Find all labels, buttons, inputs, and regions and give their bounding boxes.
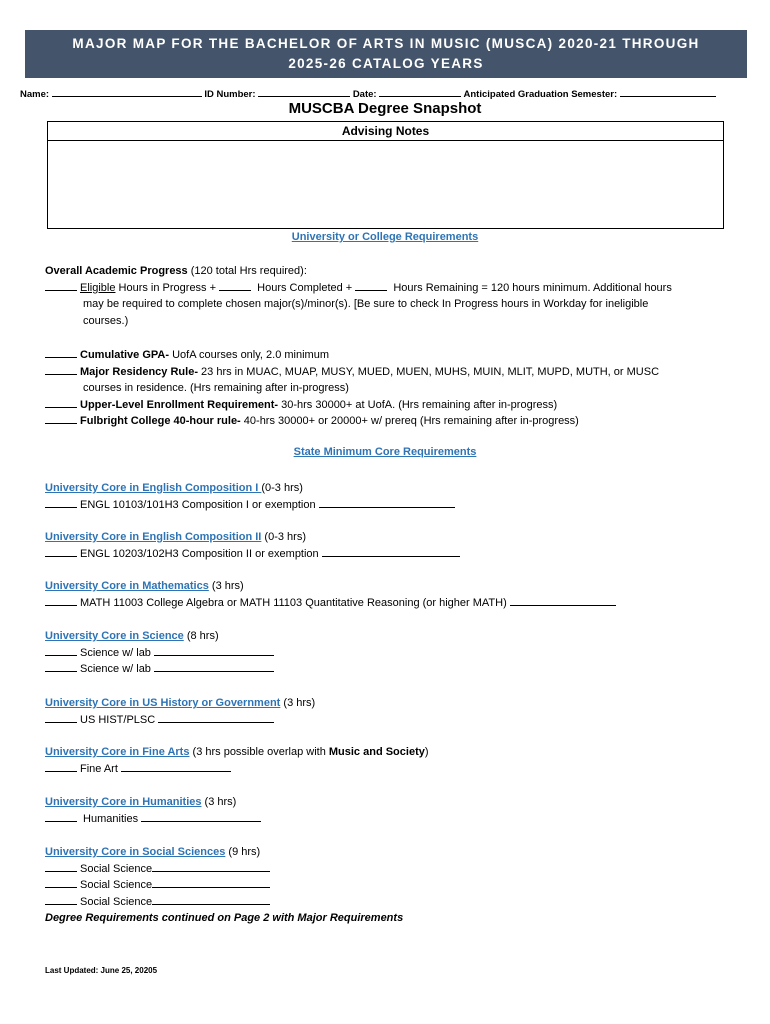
core-fine-arts-hrs: (3 hrs possible overlap with xyxy=(189,746,329,758)
blank-line[interactable] xyxy=(45,413,77,424)
blank-line[interactable] xyxy=(510,596,616,606)
core-history-item: US HIST/PLSC xyxy=(80,713,159,726)
blank-line[interactable] xyxy=(45,877,77,888)
state-core-link[interactable]: State Minimum Core Requirements xyxy=(293,446,477,458)
blank-line[interactable] xyxy=(152,895,270,905)
hours-in-progress-text: Hours in Progress + xyxy=(115,281,220,294)
core-eng2-link[interactable]: University Core in English Composition II xyxy=(45,531,262,543)
blank-line[interactable] xyxy=(45,364,77,375)
blank-line[interactable] xyxy=(355,280,387,291)
continued-note: Degree Requirements continued on Page 2 with Major Requirements xyxy=(45,912,404,924)
core-eng2 xyxy=(45,529,745,562)
core-social-item-3: Social Science xyxy=(80,895,153,908)
blank-line[interactable] xyxy=(158,713,274,723)
blank-line[interactable] xyxy=(141,812,261,822)
core-humanities xyxy=(45,794,745,827)
date-field[interactable] xyxy=(379,87,461,97)
core-social-sciences-hrs: (9 hrs) xyxy=(225,846,261,858)
id-label: ID Number: xyxy=(204,89,256,100)
overall-title: Overall Academic Progress xyxy=(45,265,188,277)
blank-line[interactable] xyxy=(121,762,231,772)
blank-line[interactable] xyxy=(45,712,77,723)
blank-line[interactable] xyxy=(219,280,251,291)
blank-line[interactable] xyxy=(45,397,77,408)
overall-line-2: may be required to complete chosen major(s)/minor(s). [Be sure to check In Progress hours in Workday for ineligible xyxy=(83,298,649,310)
hours-remaining-text: Hours Remaining = 120 hours minimum. Additional hours xyxy=(390,281,672,294)
blank-line[interactable] xyxy=(154,646,274,656)
eligible-label: Eligible xyxy=(80,281,116,294)
blank-line[interactable] xyxy=(152,862,270,872)
core-fine-arts-hrs-end: ) xyxy=(424,746,429,758)
overall-title-rest: (120 total Hrs required): xyxy=(187,265,307,277)
core-humanities-item: Humanities xyxy=(80,812,142,825)
music-and-society-text: Music and Society xyxy=(328,746,425,758)
grad-field[interactable] xyxy=(620,87,716,97)
banner-line-1: MAJOR MAP FOR THE BACHELOR OF ARTS IN MUSIC (MUSCA) 2020-21 THROUGH xyxy=(72,36,700,51)
core-history xyxy=(45,695,745,728)
blank-line[interactable] xyxy=(319,498,455,508)
core-social-sciences xyxy=(45,844,745,927)
snapshot-title: MUSCBA Degree Snapshot xyxy=(288,100,482,117)
core-social-item-1: Social Science xyxy=(80,862,153,875)
core-eng1-item: ENGL 10103/101H3 Composition I or exemption xyxy=(80,498,319,511)
gpa-label: Cumulative GPA- xyxy=(80,349,170,361)
blank-line[interactable] xyxy=(45,894,77,905)
name-field[interactable] xyxy=(52,87,202,97)
blank-line[interactable] xyxy=(45,497,77,508)
core-eng2-item: ENGL 10203/102H3 Composition II or exemption xyxy=(80,547,322,560)
core-fine-arts xyxy=(45,744,745,777)
core-science-item-2: Science w/ lab xyxy=(80,663,154,675)
date-label: Date: xyxy=(352,89,377,100)
name-label: Name: xyxy=(20,89,50,100)
core-science-hrs: (8 hrs) xyxy=(183,630,219,642)
blank-line[interactable] xyxy=(45,645,77,656)
gpa-text: UofA courses only, 2.0 minimum xyxy=(169,349,329,361)
blank-line[interactable] xyxy=(152,878,270,888)
advising-notes-area[interactable] xyxy=(48,141,723,228)
core-science-item-1: Science w/ lab xyxy=(80,646,154,659)
advising-notes-box xyxy=(47,121,724,229)
core-humanities-link[interactable]: University Core in Humanities xyxy=(45,796,202,808)
blank-line[interactable] xyxy=(45,861,77,872)
overall-progress-section xyxy=(45,263,745,329)
core-math-item: MATH 11003 College Algebra or MATH 11103 Quantitative Reasoning (or higher MATH) xyxy=(80,596,510,609)
residency-text: 23 hrs in MUAC, MUAP, MUSY, MUED, MUEN, MUHS, MUIN, MLIT, MUPD, MUTH, or MUSC xyxy=(197,365,660,378)
university-requirements-link[interactable]: University or College Requirements xyxy=(291,231,479,243)
student-info-line xyxy=(20,87,750,100)
core-history-hrs: (3 hrs) xyxy=(280,697,316,709)
upper-level-label: Upper-Level Enrollment Requirement- xyxy=(80,398,279,411)
advising-notes-title: Advising Notes xyxy=(48,122,723,141)
core-social-sciences-link[interactable]: University Core in Social Sciences xyxy=(45,846,226,858)
rules-section xyxy=(45,347,745,430)
blank-line[interactable] xyxy=(45,347,77,358)
fulbright-text: 40-hrs 30000+ or 20000+ w/ prereq (Hrs remaining after in-progress) xyxy=(240,415,579,427)
core-eng1-hrs: (0-3 hrs) xyxy=(261,482,303,494)
core-eng1-link[interactable]: University Core in English Composition I xyxy=(45,482,262,494)
grad-label: Anticipated Graduation Semester: xyxy=(463,89,618,100)
blank-line[interactable] xyxy=(45,595,77,606)
blank-line[interactable] xyxy=(45,661,77,672)
core-science-link[interactable]: University Core in Science xyxy=(45,630,184,642)
core-eng1 xyxy=(45,480,745,513)
core-eng2-hrs: (0-3 hrs) xyxy=(261,531,306,543)
core-science xyxy=(45,628,745,678)
core-math-link[interactable]: University Core in Mathematics xyxy=(45,580,209,592)
blank-line[interactable] xyxy=(45,546,77,557)
core-math xyxy=(45,578,745,611)
core-history-link[interactable]: University Core in US History or Government xyxy=(45,697,281,709)
banner-line-2: 2025-26 CATALOG YEARS xyxy=(288,56,484,71)
blank-line[interactable] xyxy=(154,662,274,672)
title-banner xyxy=(25,30,747,78)
residency-label: Major Residency Rule- xyxy=(80,365,198,378)
blank-line[interactable] xyxy=(45,811,77,822)
overall-line-3: courses.) xyxy=(83,314,129,327)
fulbright-label: Fulbright College 40-hour rule- xyxy=(80,415,241,427)
core-fine-arts-item: Fine Art xyxy=(80,762,121,775)
residency-text-2: courses in residence. (Hrs remaining after in-progress) xyxy=(83,382,349,394)
core-math-hrs: (3 hrs) xyxy=(208,580,244,592)
core-fine-arts-link[interactable]: University Core in Fine Arts xyxy=(45,746,190,758)
hours-completed-text: Hours Completed + xyxy=(254,281,356,294)
blank-line[interactable] xyxy=(322,547,460,557)
core-humanities-hrs: (3 hrs) xyxy=(201,796,237,808)
blank-line[interactable] xyxy=(45,280,77,291)
upper-level-text: 30-hrs 30000+ at UofA. (Hrs remaining after in-progress) xyxy=(278,398,558,411)
last-updated: Last Updated: June 25, 20205 xyxy=(45,966,158,975)
id-field[interactable] xyxy=(258,87,350,97)
core-social-item-2: Social Science xyxy=(80,879,153,891)
blank-line[interactable] xyxy=(45,761,77,772)
